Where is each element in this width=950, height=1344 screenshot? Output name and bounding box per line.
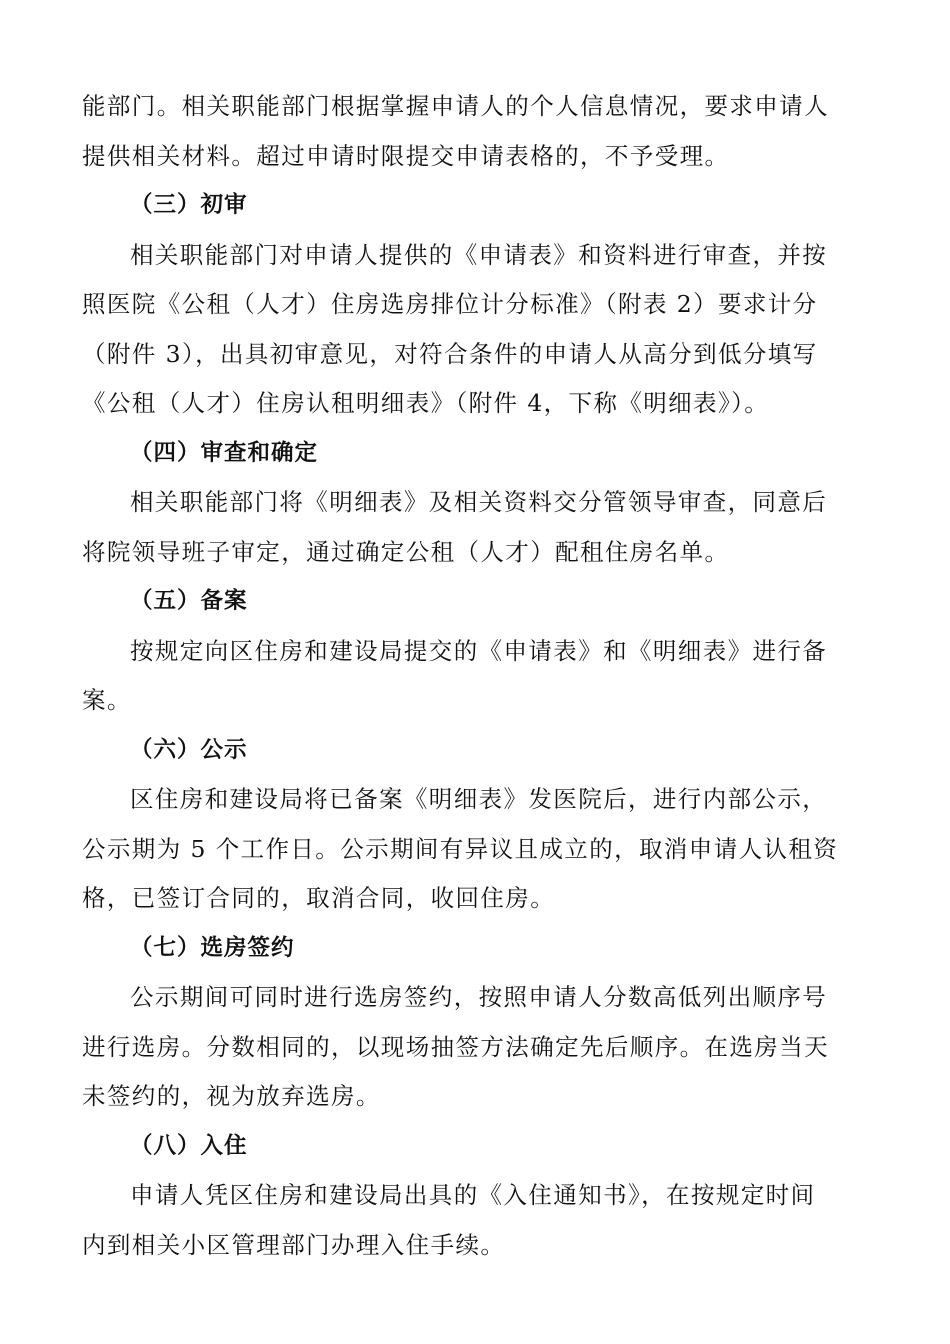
text-line: 区住房和建设局将已备案《明细表》发医院后，进行内部公示， — [130, 785, 828, 813]
text-line: 提供相关材料。超过申请时限提交申请表格的，不予受理。 — [82, 141, 730, 170]
text-line: 公示期间可同时进行选房签约，按照申请人分数高低列出顺序号 — [130, 983, 828, 1011]
text-line: 公示期为 5 个工作日。公示期间有异议且成立的，取消申请人认租资 — [82, 834, 839, 863]
paragraph-move-in — [82, 1171, 868, 1270]
paragraph-filing — [82, 627, 868, 726]
text-line: 按规定向区住房和建设局提交的《申请表》和《明细表》进行备 — [130, 636, 828, 665]
text-line: 相关职能部门对申请人提供的《申请表》和资料进行审查，并按 — [130, 240, 828, 269]
text-line: 内到相关小区管理部门办理入住手续。 — [82, 1230, 506, 1259]
text-line: 案。 — [82, 686, 132, 714]
document-page — [82, 82, 868, 1270]
text-line: 相关职能部门将《明细表》及相关资料交分管领导审查，同意后 — [130, 488, 828, 516]
section-heading-publicity: （六）公示 — [130, 736, 248, 763]
paragraph-intro — [82, 82, 868, 181]
section-heading-filing: （五）备案 — [130, 588, 248, 614]
paragraph-preliminary-review — [82, 231, 868, 429]
paragraph-review-confirm — [82, 478, 868, 577]
text-line: 《公租（人才）住房认租明细表》（附件 4，下称《明细表》）。 — [82, 389, 770, 417]
text-line: 未签约的，视为放弃选房。 — [82, 1082, 381, 1110]
text-line: 申请人凭区住房和建设局出具的《入住通知书》，在按规定时间 — [130, 1181, 816, 1209]
paragraph-publicity — [82, 775, 868, 924]
section-heading-selection-signing: （七）选房签约 — [130, 934, 295, 961]
section-heading-move-in: （八）入住 — [130, 1132, 248, 1159]
text-line: 照医院《公租（人才）住房选房排位计分标准》（附表 2）要求计分 — [82, 290, 818, 318]
text-line: 进行选房。分数相同的，以现场抽签方法确定先后顺序。在选房当天 — [82, 1032, 829, 1061]
paragraph-selection-signing — [82, 973, 868, 1122]
text-line: 将院领导班子审定，通过确定公租（人才）配租住房名单。 — [82, 537, 730, 566]
section-heading-preliminary-review: （三）初审 — [130, 192, 248, 218]
text-line: （附件 3），出具初审意见，对符合条件的申请人从高分到低分填写 — [82, 339, 818, 368]
text-line: 能部门。相关职能部门根据掌握申请人的个人信息情况，要求申请人 — [82, 92, 829, 120]
section-heading-review-confirm: （四）审查和确定 — [130, 439, 319, 466]
text-line: 格，已签订合同的，取消合同，收回住房。 — [82, 884, 556, 912]
